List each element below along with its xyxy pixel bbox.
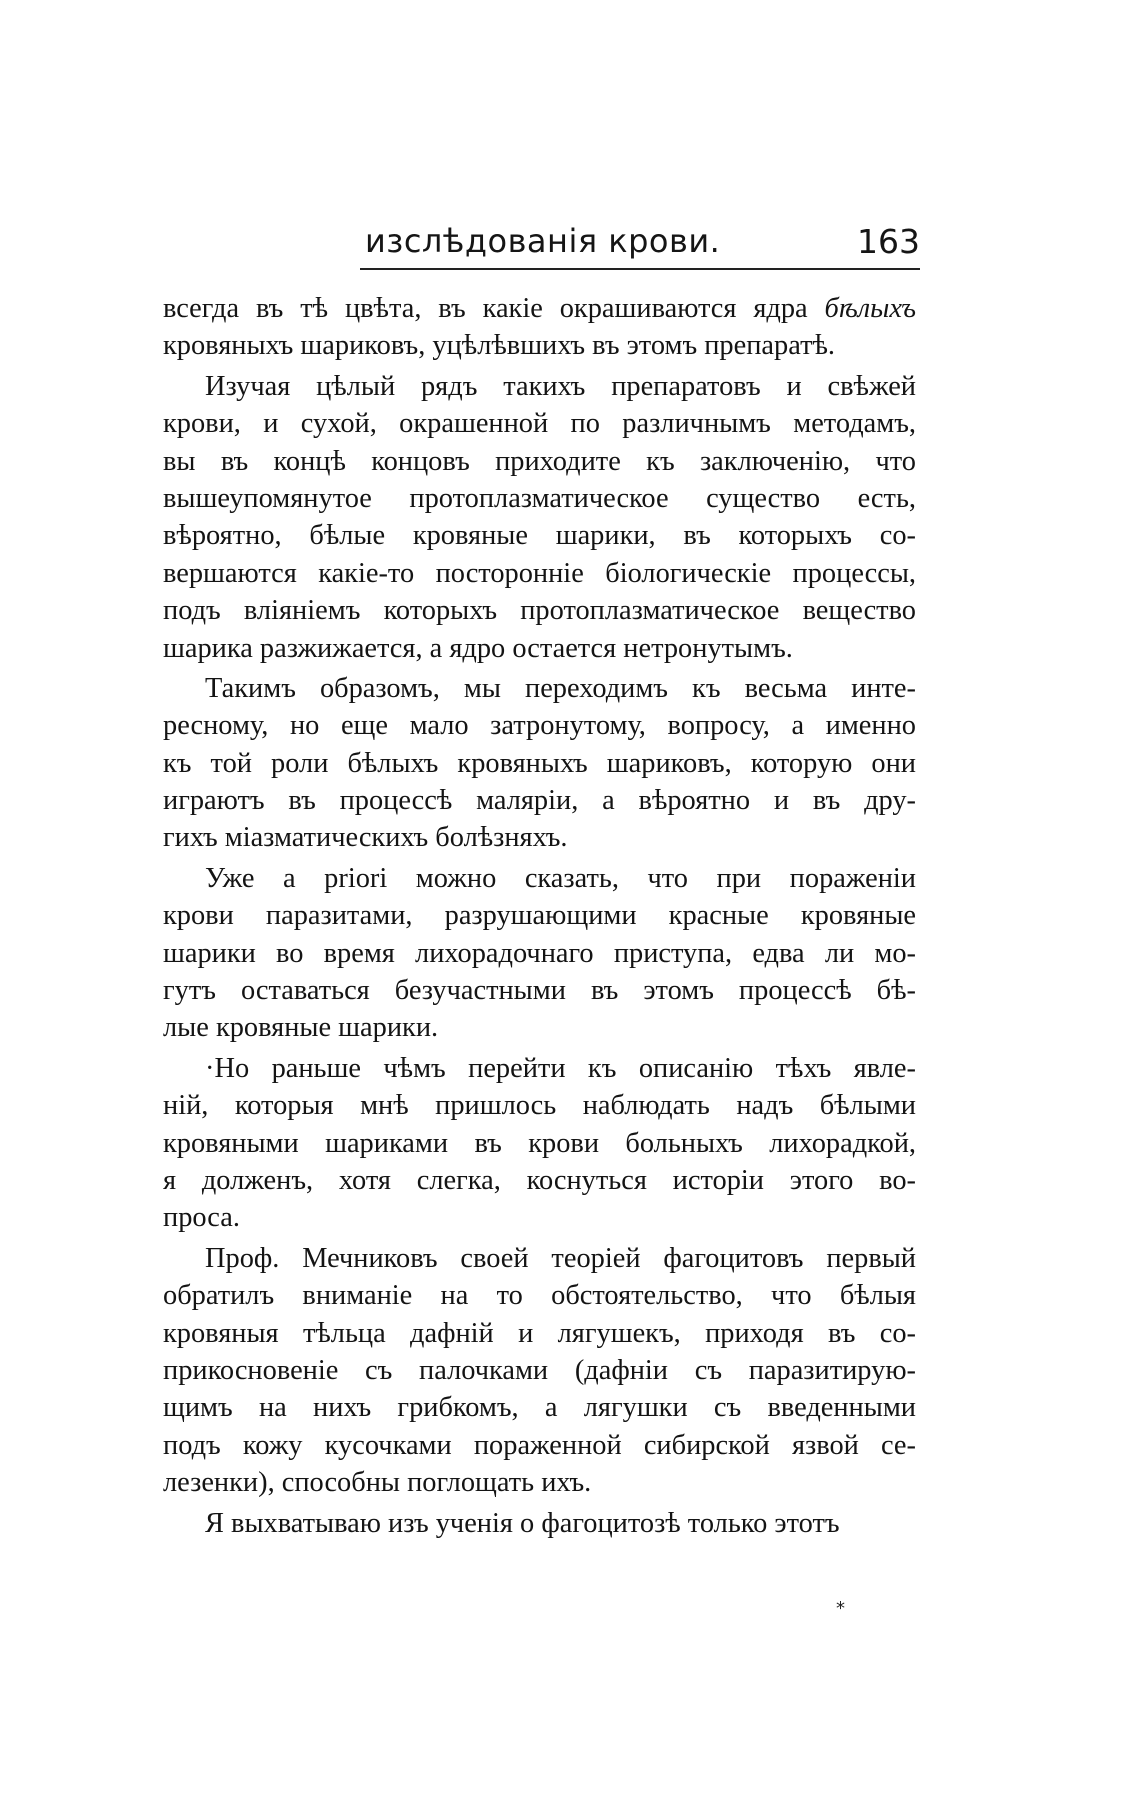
- text-line: [163, 405, 916, 442]
- paragraph: [163, 368, 916, 667]
- text-line: [163, 1505, 916, 1542]
- paragraph: [163, 1050, 916, 1237]
- header-rule: [360, 268, 920, 270]
- page-number: 163: [857, 222, 920, 261]
- text-line: [163, 1315, 916, 1352]
- text-run: вершаются какіе-то посторонніе біологическіе процессы,: [163, 557, 916, 589]
- text-line: [163, 1277, 916, 1314]
- text-line: [163, 819, 916, 856]
- text-line: [163, 327, 916, 364]
- text-run: всегда въ тѣ цвѣта, въ какіе окрашиваются ядра: [163, 293, 825, 324]
- text-line: [163, 1050, 916, 1087]
- text-run: гутъ оставаться безучастными въ этомъ процессѣ бѣ-: [163, 975, 916, 1007]
- text-run: ній, которыя мнѣ пришлось наблюдать надъ бѣлыми: [163, 1090, 916, 1122]
- text-line: [163, 480, 916, 517]
- text-run: обратилъ вниманіе на то обстоятельство, что бѣлыя: [163, 1280, 916, 1312]
- text-run: подъ вліяніемъ которыхъ протоплазматическое вещество: [163, 595, 916, 627]
- text-run: играютъ въ процессѣ маляріи, а вѣроятно и въ дру-: [163, 785, 916, 817]
- text-line: [163, 782, 916, 819]
- text-run: ресному, но еще мало затронутому, вопросу, а именно: [163, 710, 916, 742]
- text-run: прикосновеніе съ палочками (дафніи съ паразитирую-: [163, 1354, 916, 1386]
- text-run: я долженъ, хотя слегка, коснуться исторіи этого во-: [163, 1164, 916, 1196]
- text-run: щимъ на нихъ грибкомъ, а лягушки съ введенными: [163, 1392, 916, 1424]
- text-line: [163, 1199, 916, 1236]
- text-run: кровяныя тѣльца дафній и лягушекъ, приходя въ со-: [163, 1317, 916, 1349]
- text-run: ·Но раньше чѣмъ перейти къ описанію тѣхъ явле-: [205, 1052, 916, 1084]
- text-run: вышеупомянутое протоплазматическое существо есть,: [163, 482, 916, 514]
- paragraph: [163, 290, 916, 365]
- text-run: къ той роли бѣлыхъ кровяныхъ шариковъ, которую они: [163, 747, 916, 779]
- text-line: [163, 1240, 916, 1277]
- page-header: [165, 222, 925, 272]
- text-run: кровяныхъ шариковъ, уцѣлѣвшихъ въ этомъ препаратѣ.: [163, 330, 836, 362]
- text-run: крови, и сухой, окрашенной по различнымъ методамъ,: [163, 408, 916, 440]
- text-run: Я выхватываю изъ ученія о фагоцитозѣ только этотъ: [205, 1507, 840, 1539]
- text-line: [163, 897, 916, 934]
- text-run: Изучая цѣлый рядъ такихъ препаратовъ и свѣжей: [205, 370, 916, 402]
- text-run: гихъ міазматическихъ болѣзняхъ.: [163, 822, 568, 854]
- text-run: шарики во время лихорадочнаго приступа, едва ли мо-: [163, 937, 916, 969]
- text-line: [163, 745, 916, 782]
- text-run: подъ кожу кусочками пораженной сибирской язвой се-: [163, 1429, 916, 1461]
- paragraph: [163, 1240, 916, 1502]
- text-line: [163, 1125, 916, 1162]
- text-line: [163, 707, 916, 744]
- text-line: [163, 670, 916, 707]
- text-line: [163, 935, 916, 972]
- paragraph: [163, 1505, 916, 1542]
- text-line: [163, 1389, 916, 1426]
- text-run: шарика разжижается, а ядро остается нетронутымъ.: [163, 632, 793, 664]
- italic-run: бѣлыхъ: [824, 293, 916, 324]
- signature-mark: *: [836, 1598, 845, 1619]
- text-run: крови паразитами, разрушающими красные кровяные: [163, 900, 916, 932]
- text-run: лезенки), способны поглощать ихъ.: [163, 1467, 592, 1499]
- text-run: проса.: [163, 1202, 240, 1234]
- text-line: [163, 630, 916, 667]
- text-line: [163, 1352, 916, 1389]
- text-line: [163, 290, 916, 327]
- text-line: [163, 555, 916, 592]
- paragraph: [163, 860, 916, 1047]
- text-run: лые кровяные шарики.: [163, 1012, 439, 1044]
- text-line: [163, 972, 916, 1009]
- text-line: [163, 1162, 916, 1199]
- text-line: [163, 443, 916, 480]
- text-line: [163, 1427, 916, 1464]
- text-run: Уже a priori можно сказать, что при пораженіи: [205, 862, 916, 894]
- text-line: [163, 1087, 916, 1124]
- text-line: [163, 860, 916, 897]
- paragraph: [163, 670, 916, 857]
- text-line: [163, 592, 916, 629]
- text-line: [163, 1464, 916, 1501]
- text-body: [163, 290, 916, 1542]
- running-title: изслѣдованія крови.: [365, 222, 721, 260]
- text-line: [163, 368, 916, 405]
- text-run: кровяными шариками въ крови больныхъ лихорадкой,: [163, 1127, 916, 1159]
- text-run: Проф. Мечниковъ своей теоріей фагоцитовъ первый: [205, 1242, 916, 1274]
- text-run: Такимъ образомъ, мы переходимъ къ весьма инте-: [205, 672, 916, 704]
- text-line: [163, 1009, 916, 1046]
- text-run: вѣроятно, бѣлые кровяные шарики, въ которыхъ со-: [163, 520, 916, 552]
- text-run: вы въ концѣ концовъ приходите къ заключенію, что: [163, 445, 916, 477]
- text-line: [163, 517, 916, 554]
